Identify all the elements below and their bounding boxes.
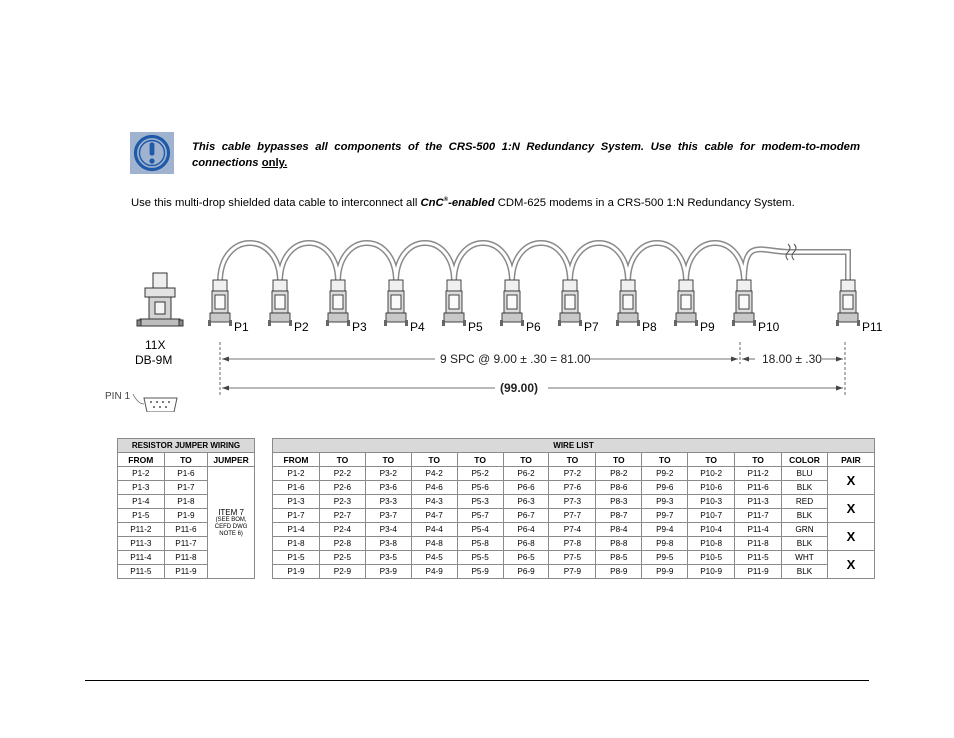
wire-row [273, 495, 875, 509]
wire-pin-cell: P3-7 [365, 509, 411, 523]
resistor-from-cell: P1-3 [118, 481, 165, 495]
wire-pin-cell: P2-6 [319, 481, 365, 495]
wire-pin-cell: P1-9 [273, 565, 320, 579]
connector-type: DB-9M [135, 353, 173, 367]
wire-pin-cell: P4-7 [411, 509, 457, 523]
pair-mark: X [827, 467, 874, 495]
wire-pin-cell: P2-9 [319, 565, 365, 579]
wire-pin-cell: P6-7 [503, 509, 549, 523]
wire-pin-cell: P10-8 [688, 537, 735, 551]
wire-color-cell: BLK [782, 481, 828, 495]
wire-pin-cell: P3-3 [365, 495, 411, 509]
resistor-from-cell: P11-3 [118, 537, 165, 551]
wire-pin-cell: P6-4 [503, 523, 549, 537]
wire-color-cell: RED [782, 495, 828, 509]
wire-pin-cell: P3-8 [365, 537, 411, 551]
wire-pin-cell: P7-6 [549, 481, 596, 495]
resistor-from-cell: P11-4 [118, 551, 165, 565]
pair-mark: X [827, 523, 874, 551]
wire-row [273, 565, 875, 579]
resistor-to-cell: P1-8 [164, 495, 208, 509]
wire-pin-cell: P8-3 [596, 495, 642, 509]
note-body: This cable bypasses all components of the CRS-500 1:N Redundancy System. Use this cable for modem-to-modem connections [192, 141, 860, 169]
cable-diagram [100, 236, 890, 412]
wire-row [273, 537, 875, 551]
footer-rule [85, 680, 869, 681]
wire-pin-cell: P8-9 [596, 565, 642, 579]
plug-label-p5: P5 [468, 320, 483, 334]
plug-label-p11: P11 [862, 320, 883, 334]
plug-connector-p1 [208, 280, 249, 334]
wire-pin-cell: P10-6 [688, 481, 735, 495]
wire-pin-cell: P9-4 [642, 523, 688, 537]
wire-header-cell: TO [549, 453, 596, 467]
resistor-from-cell: P1-5 [118, 509, 165, 523]
plug-label-p3: P3 [352, 320, 367, 334]
wire-pin-cell: P10-2 [688, 467, 735, 481]
wire-color-cell: WHT [782, 551, 828, 565]
wire-pin-cell: P6-2 [503, 467, 549, 481]
wire-pin-cell: P6-9 [503, 565, 549, 579]
resistor-from-cell: P11-2 [118, 523, 165, 537]
pin1-label: PIN 1 [105, 391, 131, 402]
wire-row [273, 467, 875, 481]
wire-pin-cell: P8-7 [596, 509, 642, 523]
wire-pin-cell: P9-7 [642, 509, 688, 523]
wire-header-cell: TO [411, 453, 457, 467]
total-length: (99.00) [500, 381, 539, 395]
plug-label-p9: P9 [700, 320, 715, 334]
wire-pin-cell: P7-9 [549, 565, 596, 579]
jumper-item-note: (SEE BOM, CEFD DWG NOTE 6) [214, 516, 248, 537]
plug-connector-p9 [674, 280, 715, 334]
intro-paragraph [131, 197, 795, 209]
pair-mark: X [827, 495, 874, 523]
wire-pin-cell: P4-9 [411, 565, 457, 579]
wire-pin-cell: P5-2 [457, 467, 503, 481]
jumper-item-label: ITEM 7 [218, 507, 244, 517]
wire-header-cell: FROM [273, 453, 320, 467]
plug-connector-p3 [326, 280, 367, 334]
intro-brand-mark: ® [443, 197, 449, 204]
wire-header-cell: TO [596, 453, 642, 467]
wire-pin-cell: P5-7 [457, 509, 503, 523]
important-note [130, 132, 865, 174]
wire-pin-cell: P2-5 [319, 551, 365, 565]
wire-pin-cell: P4-8 [411, 537, 457, 551]
wire-pin-cell: P10-5 [688, 551, 735, 565]
wire-row [273, 509, 875, 523]
resistor-to-cell: P1-6 [164, 467, 208, 481]
plug-label-p10: P10 [758, 320, 780, 334]
wire-pin-cell: P5-3 [457, 495, 503, 509]
wire-list-table [272, 438, 875, 579]
resistor-table-title: RESISTOR JUMPER WIRING [118, 439, 255, 453]
db9-pin-face [144, 398, 177, 412]
wire-pin-cell: P7-4 [549, 523, 596, 537]
wire-pin-cell: P8-4 [596, 523, 642, 537]
intro-brand: CnC [420, 197, 444, 209]
wire-pin-cell: P9-6 [642, 481, 688, 495]
wire-pin-cell: P2-4 [319, 523, 365, 537]
resistor-to-cell: P1-9 [164, 509, 208, 523]
wire-pin-cell: P10-9 [688, 565, 735, 579]
resistor-to-cell: P11-6 [164, 523, 208, 537]
wire-pin-cell: P7-8 [549, 537, 596, 551]
wire-pin-cell: P3-5 [365, 551, 411, 565]
plug-connector-p10 [732, 280, 780, 334]
wire-pin-cell: P1-3 [273, 495, 320, 509]
wire-pin-cell: P2-7 [319, 509, 365, 523]
plug-connector-p2 [268, 280, 309, 334]
plug-connector-p4 [384, 280, 425, 334]
wire-pin-cell: P2-2 [319, 467, 365, 481]
wire-pin-cell: P9-3 [642, 495, 688, 509]
wire-pin-cell: P4-5 [411, 551, 457, 565]
resistor-to-cell: P11-8 [164, 551, 208, 565]
wire-header-cell: TO [735, 453, 782, 467]
wire-pin-cell: P6-6 [503, 481, 549, 495]
plug-connector-p7 [558, 280, 599, 334]
resistor-from-cell: P11-5 [118, 565, 165, 579]
wire-color-cell: BLK [782, 509, 828, 523]
spacing-dimension: 9 SPC @ 9.00 ± .30 = 81.00 [440, 352, 591, 366]
wire-header-cell: TO [642, 453, 688, 467]
wire-pin-cell: P8-6 [596, 481, 642, 495]
wire-pin-cell: P10-4 [688, 523, 735, 537]
wire-pin-cell: P4-4 [411, 523, 457, 537]
wire-pin-cell: P1-4 [273, 523, 320, 537]
wire-header-cell: TO [365, 453, 411, 467]
wire-pin-cell: P9-8 [642, 537, 688, 551]
wire-pin-cell: P5-5 [457, 551, 503, 565]
plug-label-p7: P7 [584, 320, 599, 334]
wire-pin-cell: P11-9 [735, 565, 782, 579]
wire-pin-cell: P5-4 [457, 523, 503, 537]
wire-row [273, 551, 875, 565]
wire-table-title: WIRE LIST [273, 439, 875, 453]
wire-pin-cell: P6-5 [503, 551, 549, 565]
wire-color-cell: BLK [782, 565, 828, 579]
wire-pin-cell: P1-7 [273, 509, 320, 523]
resistor-row [118, 467, 255, 481]
plug-connector-p5 [442, 280, 483, 334]
wire-pin-cell: P5-8 [457, 537, 503, 551]
wire-pin-cell: P7-3 [549, 495, 596, 509]
intro-brand-suffix: -enabled [448, 197, 495, 209]
wire-pin-cell: P8-8 [596, 537, 642, 551]
wire-pin-cell: P4-6 [411, 481, 457, 495]
resistor-from-cell: P1-4 [118, 495, 165, 509]
resistor-to-cell: P11-7 [164, 537, 208, 551]
intro-before: Use this multi-drop shielded data cable to interconnect all [131, 197, 418, 209]
wire-pin-cell: P1-8 [273, 537, 320, 551]
wire-header-cell: TO [688, 453, 735, 467]
resistor-header-from: FROM [118, 453, 165, 467]
wire-pin-cell: P5-6 [457, 481, 503, 495]
wire-pin-cell: P11-3 [735, 495, 782, 509]
wire-color-cell: BLK [782, 537, 828, 551]
note-text [192, 139, 860, 171]
wire-pin-cell: P10-3 [688, 495, 735, 509]
pair-mark: X [827, 551, 874, 579]
wire-pin-cell: P7-5 [549, 551, 596, 565]
resistor-header-to: TO [164, 453, 208, 467]
wire-pin-cell: P9-9 [642, 565, 688, 579]
plug-label-p6: P6 [526, 320, 541, 334]
plug-label-p8: P8 [642, 320, 657, 334]
wire-pin-cell: P7-7 [549, 509, 596, 523]
wire-pin-cell: P7-2 [549, 467, 596, 481]
wire-header-cell: COLOR [782, 453, 828, 467]
jumper-item-cell [208, 467, 255, 579]
wire-header-cell: TO [503, 453, 549, 467]
wire-pin-cell: P8-2 [596, 467, 642, 481]
db9-connector-figure [137, 273, 183, 326]
wire-pin-cell: P4-2 [411, 467, 457, 481]
wire-pin-cell: P6-3 [503, 495, 549, 509]
resistor-from-cell: P1-2 [118, 467, 165, 481]
wire-pin-cell: P1-5 [273, 551, 320, 565]
wire-pin-cell: P5-9 [457, 565, 503, 579]
connector-qty: 11X [145, 338, 166, 352]
resistor-header-jumper: JUMPER [208, 453, 255, 467]
plug-label-p1: P1 [234, 320, 249, 334]
wire-color-cell: GRN [782, 523, 828, 537]
plug-label-p4: P4 [410, 320, 425, 334]
wire-row [273, 523, 875, 537]
plug-connector-p6 [500, 280, 541, 334]
resistor-to-cell: P1-7 [164, 481, 208, 495]
wire-pin-cell: P8-5 [596, 551, 642, 565]
wire-pin-cell: P11-4 [735, 523, 782, 537]
wire-pin-cell: P11-2 [735, 467, 782, 481]
wire-pin-cell: P4-3 [411, 495, 457, 509]
last-spacing-dimension: 18.00 ± .30 [762, 352, 822, 366]
important-exclamation-icon [130, 132, 174, 174]
wire-pin-cell: P3-2 [365, 467, 411, 481]
intro-after: CDM-625 modems in a CRS-500 1:N Redundancy System. [497, 197, 795, 209]
wire-row [273, 481, 875, 495]
plug-connectors [208, 280, 883, 334]
wire-pin-cell: P1-6 [273, 481, 320, 495]
resistor-jumper-table [117, 438, 255, 579]
wire-pin-cell: P2-8 [319, 537, 365, 551]
wire-pin-cell: P2-3 [319, 495, 365, 509]
wire-pin-cell: P1-2 [273, 467, 320, 481]
wire-pin-cell: P9-2 [642, 467, 688, 481]
wire-pin-cell: P3-4 [365, 523, 411, 537]
plug-connector-p8 [616, 280, 657, 334]
wire-pin-cell: P11-8 [735, 537, 782, 551]
plug-connector-p11 [836, 280, 883, 334]
wire-pin-cell: P9-5 [642, 551, 688, 565]
wire-pin-cell: P10-7 [688, 509, 735, 523]
note-emphasis: only. [261, 157, 288, 169]
wire-pin-cell: P6-8 [503, 537, 549, 551]
resistor-to-cell: P11-9 [164, 565, 208, 579]
wire-pin-cell: P3-6 [365, 481, 411, 495]
wire-header-cell: TO [457, 453, 503, 467]
wire-color-cell: BLU [782, 467, 828, 481]
wire-pin-cell: P11-5 [735, 551, 782, 565]
wire-header-cell: TO [319, 453, 365, 467]
plug-label-p2: P2 [294, 320, 309, 334]
wire-header-cell: PAIR [827, 453, 874, 467]
wire-pin-cell: P11-6 [735, 481, 782, 495]
wire-pin-cell: P11-7 [735, 509, 782, 523]
wire-pin-cell: P3-9 [365, 565, 411, 579]
